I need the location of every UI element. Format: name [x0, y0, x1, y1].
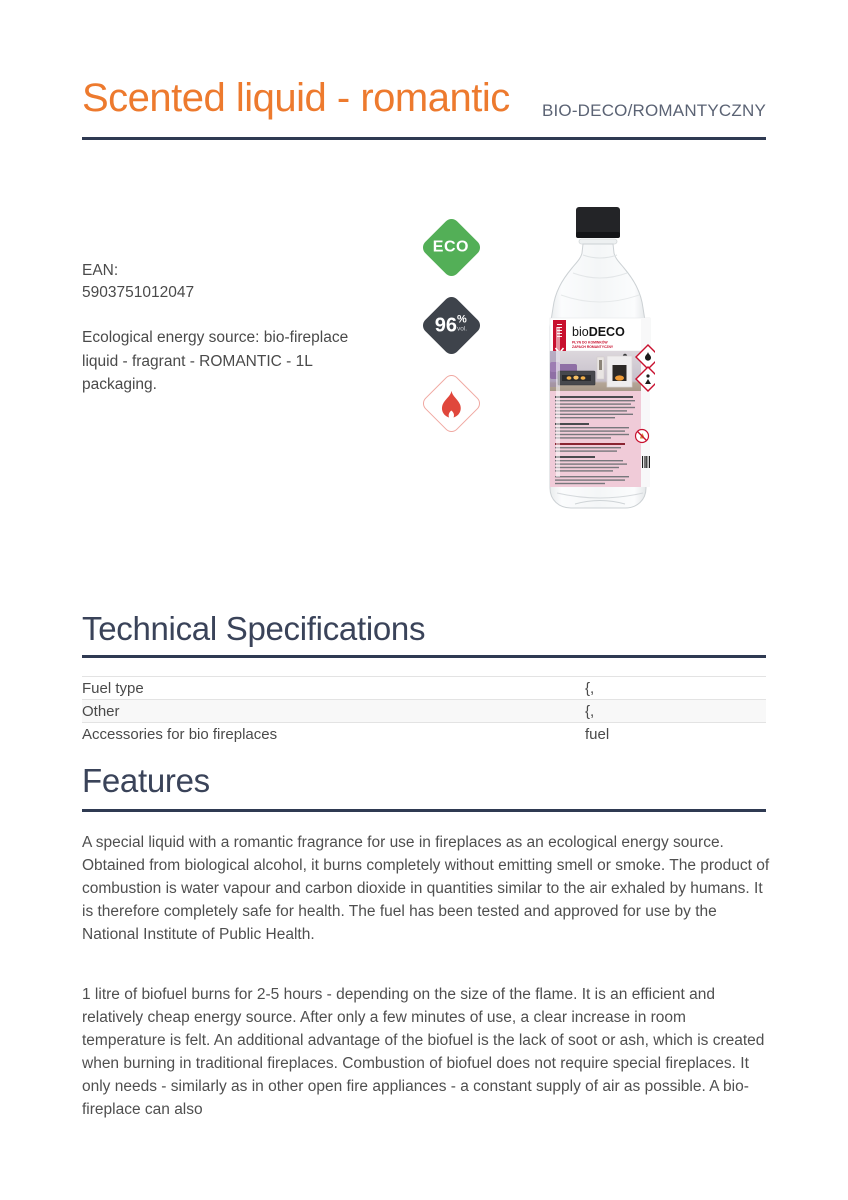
- table-row: [82, 699, 766, 722]
- badge-column: [420, 216, 482, 450]
- volume-sub: vol.: [457, 324, 468, 332]
- flammable-badge: [420, 372, 482, 434]
- svg-text:bioDECO: [572, 325, 625, 339]
- spec-value: fuel: [585, 725, 610, 743]
- bottle-brand-deco: DECO: [588, 325, 625, 339]
- product-code: BIO-DECO/ROMANTYCZNY: [541, 101, 766, 120]
- page-title: Scented liquid - romantic: [82, 76, 510, 120]
- label-photo: [550, 351, 641, 391]
- product-bottle-image: [545, 207, 655, 512]
- header-divider: [82, 137, 766, 140]
- no-refill-icon: [636, 430, 649, 443]
- features-divider: [82, 809, 766, 812]
- eco-badge-label: ECO: [432, 237, 470, 255]
- features-paragraph-2: 1 litre of biofuel burns for 2-5 hours - depending on the size of the flame. It is an efficient and relatively cheap energy source. After only a few minutes of use, a clear increase in room temperature is felt. An additional advantage of the biofuel is the lack of soot or ash, which is created when burning in traditional fireplaces. Combustion of biofuel does not require special fireplaces. It only needs - similarly as in other open fire appliances - a constant supply of air as possible. A bio-fireplace can also: [82, 986, 765, 1118]
- features-paragraph-1: A special liquid with a romantic fragrance for use in fireplaces as an ecological energy source. Obtained from biological alcohol, it burns completely without emitting smell or smoke. The product of combustion is water vapour and carbon dioxide in quantities similar to the air exhaled by humans. It is therefore completely safe for health. The fuel has been tested and approved for use by the National Institute of Public Health.: [82, 834, 770, 943]
- volume-unit: %: [457, 312, 467, 325]
- label-text-panel: [550, 391, 641, 487]
- product-description: Ecological energy source: bio-fireplace liquid - fragrant - ROMANTIC - 1L packaging.: [82, 329, 349, 393]
- ean-label: EAN:: [82, 262, 119, 279]
- ean-value: 5903751012047: [82, 284, 195, 301]
- features-section-title: Features: [82, 762, 210, 799]
- eco-badge: [420, 216, 482, 278]
- volume-value: 96: [434, 314, 458, 336]
- specs-divider: [82, 655, 766, 658]
- specs-table: [82, 676, 766, 745]
- spec-value: {,: [585, 679, 595, 697]
- spec-value: {,: [585, 702, 595, 720]
- bottle-subtitle-1: PŁYN DO KOMINKÓW: [572, 340, 608, 345]
- volume-badge: [420, 294, 482, 356]
- bottle-label: [550, 318, 655, 487]
- bottle-cap: [576, 207, 620, 238]
- table-row: [82, 722, 766, 745]
- ean-block: [82, 260, 194, 304]
- spec-label: Other: [82, 702, 120, 720]
- table-row: [82, 676, 766, 699]
- bottle-brand-bio: bio: [572, 325, 589, 339]
- bottle-subtitle-2: ZAPACH ROMANTYCZNY: [572, 345, 614, 349]
- flame-icon: [439, 389, 463, 417]
- spec-label: Fuel type: [82, 679, 144, 697]
- specs-section-title: Technical Specifications: [82, 610, 426, 647]
- spec-label: Accessories for bio fireplaces: [82, 725, 278, 743]
